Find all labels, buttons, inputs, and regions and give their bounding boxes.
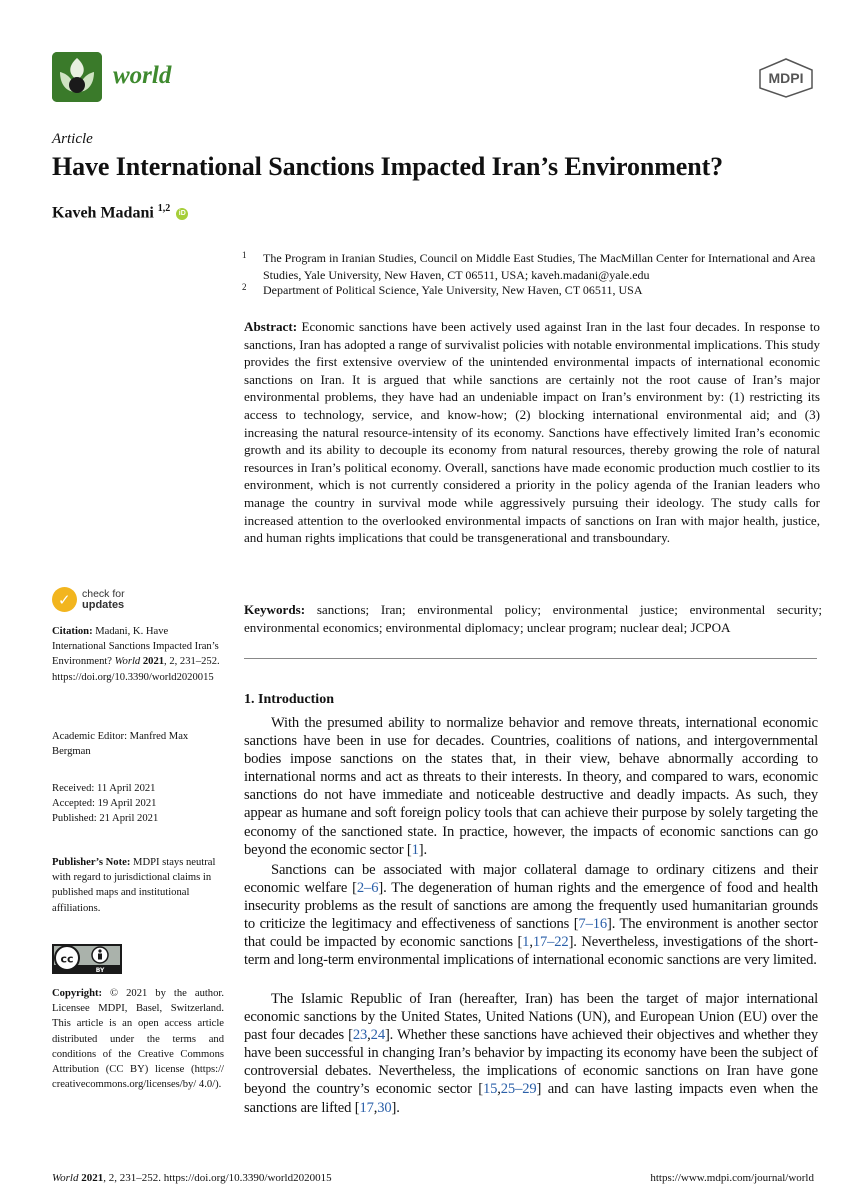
author-affil-marks: 1,2 [157,203,171,214]
journal-name: world [113,62,172,89]
publisher-note-text: MDPI stays neutral with regard to jurisdictional claims in published maps and institutional affiliations. [52,857,216,914]
paragraph-text: Sanctions can be associated with major collateral damage to ordinary citizens and their economic welfare [ [244,862,818,897]
paragraph-text: , [373,1099,378,1116]
paragraph-text: , [497,1081,501,1098]
footer-citation [52,1172,332,1184]
paragraph-text: ]. The environment is another sector that could be impacted by economic sanctions [ [244,916,818,951]
citation-text: Madani, K. Have International Sanctions Impacted Iran’s Environment? [52,626,219,668]
reference-link[interactable]: 25–29 [500,1081,537,1098]
publisher-note-label: Publisher’s Note: [52,857,131,868]
citation-journal: World [114,656,141,668]
citation-doi[interactable]: , 2, 231–252. https://doi.org/10.3390/world2020015 [52,656,220,683]
reference-link[interactable]: 1 [522,934,530,951]
paragraph-text: ]. Nevertheless, investigations of the short-term and long-term environmental implications of international economic sanctions are very limited. [244,934,819,969]
paragraph-text: ]. Whether these sanctions have achieved their objectives and whether they have been successful in changing Iran’s behavior by impacting its economy have been the subject of controversial debates. Nevertheless, the implications of economic sanctions on Iran have gone beyond the country’s economic sector [ [244,1027,818,1098]
reference-link[interactable]: 30 [377,1099,392,1116]
paragraph-text: , [529,934,533,951]
paragraph-text: ]. [391,1099,400,1116]
orcid-icon[interactable]: iD [176,208,188,220]
author [52,203,188,222]
publisher-name: MDPI [768,70,804,86]
check-updates-line2: updates [82,599,125,611]
accepted-date: Accepted: 19 April 2021 [52,798,157,810]
published-date: Published: 21 April 2021 [52,813,159,825]
citation [52,624,224,685]
reference-link[interactable]: 24 [370,1027,385,1044]
footer-doi[interactable]: , 2, 231–252. https://doi.org/10.3390/world2020015 [103,1172,332,1184]
keywords [244,601,822,636]
cc-by-icon[interactable] [52,944,122,974]
svg-text:cc: cc [60,952,74,966]
reference-link[interactable]: 17–22 [532,934,569,951]
author-name: Kaveh Madani [52,204,154,222]
abstract [244,318,820,547]
keywords-label: Keywords: [244,602,306,617]
paragraph-text: ]. The degeneration of human rights and the emergence of food and health insecurity problems as the result of sanctions are among the frequently used humanitarian grounds to criticize the legitimacy and effectiveness of sanctions [ [244,880,818,933]
copyright-label: Copyright: [52,988,103,999]
reference-link[interactable]: 7–16 [578,916,608,933]
paragraph-text: ] and can have lasting impacts even when the sanctions are lifted [ [244,1081,818,1116]
keywords-text: sanctions; Iran; environmental policy; environmental justice; environmental security; environmental economics; environmental diplomacy; unclear program; nuclear deal; JCPOA [244,602,823,635]
affiliation-mark: 2 [242,282,247,292]
abstract-label: Abstract: [244,319,298,334]
affiliation-1 [242,250,822,284]
paragraph-text: With the presumed ability to normalize behavior and remove threats, international economic sanctions have been in use for decades. Countries, coalitions of nations, and intergovernmental bodies impose sanctions on the states that, in their view, behave abnormally according to international norms and act as threats to their interests. In theory, and compared to wars, economic sanctions do not have immediate and noticeable destructive and deadly impacts. As such, they appear as humane and soft foreign policy tools that can achieve their purpose by solely targeting the economy of the sanctioned state. In practice, however, the impacts of economic sanctions can go beyond the economic sector [ [244,715,818,858]
paragraph-text: The Islamic Republic of Iran (hereafter, Iran) has been the target of major international economic sanctions by the United States, United Nations (UN), and European Union (EU) over the past four decades [ [244,991,818,1044]
article-title: Have International Sanctions Impacted Iran’s Environment? [52,152,724,181]
reference-link[interactable]: 1 [411,841,419,858]
footer-year: 2021 [81,1172,104,1184]
copyright-text: © 2021 by the author. Licensee MDPI, Basel, Switzerland. This article is an open access article distributed under the terms and conditions of the Creative Commons Attribution (CC BY) license (https:// creativecommons.org/licenses/by/ 4.0/). [52,988,224,1091]
divider [244,658,817,659]
copyright [52,986,224,1092]
citation-year: 2021 [142,656,165,668]
journal-logo [52,52,102,102]
mdpi-logo [757,58,815,98]
reference-link[interactable]: 2–6 [356,880,379,897]
academic-editor: Academic Editor: Manfred Max Bergman [52,731,189,758]
footer-journal: World [52,1172,79,1184]
paragraph [244,714,818,859]
check-updates-line1: check for [82,588,125,600]
affiliation-mark: 1 [242,250,247,260]
received-date: Received: 11 April 2021 [52,783,156,794]
footer-url[interactable]: https://www.mdpi.com/journal/world [650,1172,814,1184]
paragraph [244,990,818,1117]
paragraph-text: , [367,1027,371,1044]
reference-link[interactable]: 15 [482,1081,498,1098]
abstract-text: Economic sanctions have been actively used against Iran in the last four decades. In response to sanctions, Iran has adopted a range of survivalist policies with notable environmental implications. This study provides the first extensive overview of the unintended environmental impacts of international economic sanctions on Iran. It is argued that while sanctions are certainly not the root cause of Iran’s major environmental problems, they have had an undeniable impact on Iran’s environment by: (1) restricting its access to technology, service, and know-how; (2) blocking international environmental aid; and (3) increasing the natural resource-intensity of its economy. Sanctions have effectively limited Iran’s economic growth and its ability to decouple its economy from natural resources, thereby growing the role of natural resources in Iran’s political economy. Overall, sanctions have made economic production much costlier to its environment, which is not currently considered a priority in the policy agenda of the Iranian leaders who manage the country in survival mode while aggressively pursuing their ideology. The study calls for increased attention to the overlooked environmental impacts of sanctions on Iran with major health, justice, and human rights implications that could be transgenerational and transboundary. [244,319,820,546]
paragraph-text: ]. [418,841,427,858]
paragraph [244,861,818,970]
section-heading: 1. Introduction [244,692,334,707]
check-for-updates-button[interactable] [52,587,162,615]
article-type: Article [52,131,93,147]
reference-link[interactable]: 17 [359,1099,374,1116]
affiliation-text: The Program in Iranian Studies, Council on Middle East Studies, The MacMillan Center for International and Area Studies, Yale University, New Haven, CT 06511, USA; kaveh.madani@yale.edu [263,251,816,282]
citation-label: Citation: [52,626,93,637]
publisher-note [52,855,224,916]
reference-link[interactable]: 23 [352,1027,368,1044]
affiliation-2 [242,282,822,299]
svg-text:BY: BY [95,967,105,974]
article-dates [52,781,224,827]
affiliation-text: Department of Political Science, Yale University, New Haven, CT 06511, USA [263,283,643,297]
checkmark-icon: ✓ [58,591,71,609]
